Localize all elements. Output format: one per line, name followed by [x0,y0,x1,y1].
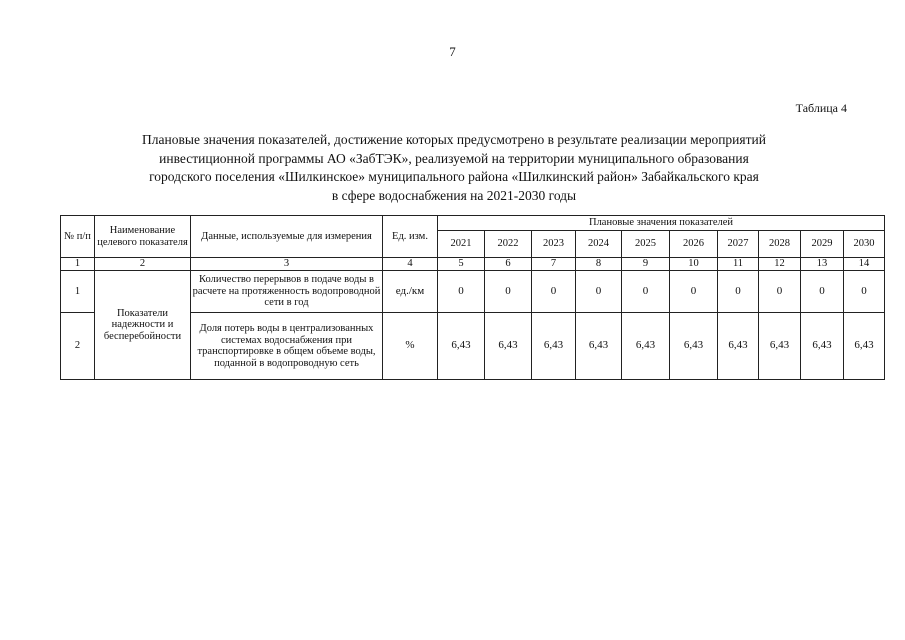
column-number: 10 [670,258,718,271]
column-number: 9 [622,258,670,271]
title-line: городского поселения «Шилкинское» муниципального района «Шилкинский район» Забайкальского края [149,169,759,184]
value-cell: 6,43 [718,313,759,380]
value-cell: 0 [622,271,670,313]
column-number: 3 [191,258,383,271]
value-cell: 0 [759,271,801,313]
column-number: 8 [576,258,622,271]
column-number: 2 [95,258,191,271]
header-measurement-data: Данные, используемые для измерения [191,216,383,258]
column-number: 4 [383,258,438,271]
value-cell: 0 [844,271,885,313]
header-year: 2024 [576,231,622,258]
value-cell: 6,43 [576,313,622,380]
value-cell: 6,43 [844,313,885,380]
column-number-row [61,258,885,271]
value-cell: 6,43 [801,313,844,380]
row-number: 2 [61,313,95,380]
value-cell: 6,43 [670,313,718,380]
title-line: Плановые значения показателей, достижение которых предусмотрено в результате реализации мероприятий [142,132,766,147]
page-number: 7 [449,44,456,59]
header-year: 2030 [844,231,885,258]
header-unit: Ед. изм. [383,216,438,258]
value-cell: 0 [801,271,844,313]
header-year: 2027 [718,231,759,258]
value-cell: 0 [438,271,485,313]
header-year: 2023 [532,231,576,258]
unit-cell: ед./км [383,271,438,313]
document-title [60,131,848,205]
measurement-data: Количество перерывов в подаче воды в расчете на протяженность водопроводной сети в год [191,271,383,313]
column-number: 6 [485,258,532,271]
value-cell: 6,43 [485,313,532,380]
header-year: 2022 [485,231,532,258]
column-number: 5 [438,258,485,271]
table-row [61,271,885,313]
value-cell: 0 [532,271,576,313]
header-row [61,216,885,231]
header-year: 2021 [438,231,485,258]
column-number: 13 [801,258,844,271]
header-year: 2026 [670,231,718,258]
column-number: 1 [61,258,95,271]
value-cell: 6,43 [622,313,670,380]
column-number: 7 [532,258,576,271]
header-indicator-name: Наименование целевого показателя [95,216,191,258]
header-planned-values: Плановые значения показателей [438,216,885,231]
table-caption: Таблица 4 [795,101,847,115]
indicators-table [60,215,885,380]
value-cell: 6,43 [438,313,485,380]
value-cell: 0 [670,271,718,313]
header-year: 2029 [801,231,844,258]
value-cell: 6,43 [759,313,801,380]
title-line: инвестиционной программы АО «ЗабТЭК», реализуемой на территории муниципального образования [159,150,749,166]
value-cell: 0 [576,271,622,313]
row-number: 1 [61,271,95,313]
column-number: 11 [718,258,759,271]
title-line: в сфере водоснабжения на 2021-2030 годы [331,187,577,203]
value-cell: 0 [485,271,532,313]
header-year: 2025 [622,231,670,258]
value-cell: 6,43 [532,313,576,380]
column-number: 12 [759,258,801,271]
unit-cell: % [383,313,438,380]
measurement-data: Доля потерь воды в централизованных системах водоснабжения при транспортировке в общем объеме воды, поданной в водопроводную сеть [191,313,383,380]
value-cell: 0 [718,271,759,313]
header-year: 2028 [759,231,801,258]
column-number: 14 [844,258,885,271]
header-num: № п/п [61,216,95,258]
indicator-group-name: Показатели надежности и бесперебойности [95,271,191,380]
